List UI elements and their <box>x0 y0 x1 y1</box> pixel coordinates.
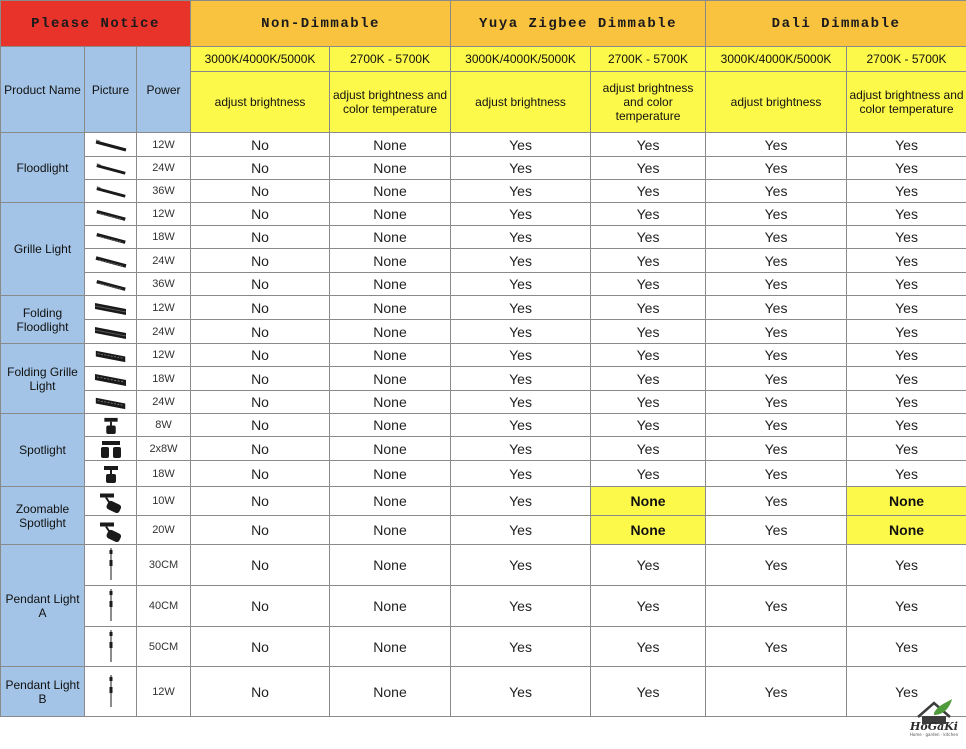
value-cell: Yes <box>591 461 706 487</box>
value-cell: Yes <box>451 586 591 627</box>
folding-flood-icon <box>90 322 132 342</box>
value-cell: Yes <box>591 226 706 249</box>
grille-light-icon <box>90 275 132 294</box>
value-cell: None <box>591 487 706 516</box>
value-cell: None <box>330 157 451 180</box>
value-cell: Yes <box>451 461 591 487</box>
temp-header: 2700K - 5700K <box>330 47 451 72</box>
value-cell: Yes <box>591 157 706 180</box>
value-cell: Yes <box>847 273 966 296</box>
table-row <box>1 157 966 180</box>
value-cell: Yes <box>706 516 847 545</box>
value-cell: None <box>330 320 451 344</box>
value-cell: None <box>330 391 451 414</box>
value-cell: No <box>191 545 330 586</box>
value-cell: None <box>330 586 451 627</box>
power-cell: 12W <box>137 344 191 367</box>
value-cell: None <box>330 487 451 516</box>
power-cell: 18W <box>137 461 191 487</box>
picture-cell <box>85 344 137 367</box>
value-cell: Yes <box>451 273 591 296</box>
value-cell: Yes <box>451 414 591 437</box>
product-name-cell: Pendant Light B <box>1 667 85 717</box>
value-cell: Yes <box>847 133 966 157</box>
value-cell: No <box>191 627 330 667</box>
desc-header: adjust brightness <box>451 72 591 133</box>
picture-cell <box>85 367 137 391</box>
value-cell: Yes <box>451 249 591 273</box>
power-cell: 12W <box>137 133 191 157</box>
product-name-cell: Floodlight <box>1 133 85 203</box>
table-row <box>1 545 966 586</box>
value-cell: Yes <box>451 180 591 203</box>
desc-header: adjust brightness and color temperature <box>847 72 966 133</box>
picture-cell <box>85 461 137 487</box>
value-cell: No <box>191 226 330 249</box>
value-cell: Yes <box>591 391 706 414</box>
value-cell: No <box>191 414 330 437</box>
power-cell: 50CM <box>137 627 191 667</box>
product-name-cell: Spotlight <box>1 414 85 487</box>
group-header-non-dimmable: Non-Dimmable <box>191 1 451 47</box>
value-cell: Yes <box>847 414 966 437</box>
product-name-cell: Folding Floodlight <box>1 296 85 344</box>
picture-cell <box>85 180 137 203</box>
value-cell: Yes <box>847 586 966 627</box>
value-cell: None <box>330 667 451 717</box>
table-row <box>1 320 966 344</box>
value-cell: Yes <box>451 627 591 667</box>
value-cell: Yes <box>706 249 847 273</box>
value-cell: No <box>191 273 330 296</box>
value-cell: None <box>330 296 451 320</box>
col-header-picture: Picture <box>85 47 137 133</box>
value-cell: No <box>191 516 330 545</box>
linear-flood-icon <box>90 182 132 201</box>
value-cell: No <box>191 367 330 391</box>
value-cell: Yes <box>591 249 706 273</box>
picture-cell <box>85 133 137 157</box>
folding-flood-icon <box>90 298 132 318</box>
power-cell: 30CM <box>137 545 191 586</box>
value-cell: No <box>191 461 330 487</box>
value-cell: Yes <box>847 545 966 586</box>
value-cell: Yes <box>706 391 847 414</box>
value-cell: Yes <box>706 586 847 627</box>
value-cell: Yes <box>706 414 847 437</box>
value-cell: Yes <box>451 516 591 545</box>
desc-header: adjust brightness and color temperature <box>330 72 451 133</box>
value-cell: None <box>591 516 706 545</box>
value-cell: None <box>330 516 451 545</box>
desc-header: adjust brightness and color temperature <box>591 72 706 133</box>
product-name-cell: Zoomable Spotlight <box>1 487 85 545</box>
picture-cell <box>85 249 137 273</box>
value-cell: Yes <box>591 667 706 717</box>
power-cell: 24W <box>137 320 191 344</box>
double-spotlight-icon <box>90 439 132 459</box>
power-cell: 20W <box>137 516 191 545</box>
value-cell: Yes <box>451 203 591 226</box>
table-row <box>1 487 966 516</box>
value-cell: Yes <box>847 296 966 320</box>
value-cell: Yes <box>706 545 847 586</box>
picture-cell <box>85 320 137 344</box>
temp-header: 3000K/4000K/5000K <box>191 47 330 72</box>
product-name-cell: Folding Grille Light <box>1 344 85 414</box>
table-row <box>1 249 966 273</box>
table-row <box>1 391 966 414</box>
group-header-dali-dimmable: Dali Dimmable <box>706 1 966 47</box>
pendant-icon <box>90 630 132 664</box>
value-cell: Yes <box>847 320 966 344</box>
value-cell: Yes <box>706 367 847 391</box>
table-row <box>1 667 966 717</box>
value-cell: Yes <box>847 437 966 461</box>
grille-light-icon <box>90 205 132 224</box>
value-cell: No <box>191 249 330 273</box>
value-cell: Yes <box>451 367 591 391</box>
value-cell: No <box>191 586 330 627</box>
value-cell: Yes <box>591 414 706 437</box>
value-cell: No <box>191 133 330 157</box>
value-cell: Yes <box>847 367 966 391</box>
value-cell: Yes <box>706 667 847 717</box>
power-cell: 40CM <box>137 586 191 627</box>
table-row <box>1 226 966 249</box>
value-cell: Yes <box>706 133 847 157</box>
col-header-power: Power <box>137 47 191 133</box>
power-cell: 12W <box>137 667 191 717</box>
value-cell: No <box>191 320 330 344</box>
value-cell: Yes <box>591 586 706 627</box>
temp-header: 3000K/4000K/5000K <box>706 47 847 72</box>
pendant-icon <box>90 675 132 709</box>
picture-cell <box>85 437 137 461</box>
power-cell: 8W <box>137 414 191 437</box>
table-row <box>1 627 966 667</box>
picture-cell <box>85 203 137 226</box>
value-cell: None <box>330 414 451 437</box>
grille-light-icon <box>90 251 132 271</box>
value-cell: Yes <box>706 180 847 203</box>
value-cell: None <box>330 203 451 226</box>
table-row <box>1 273 966 296</box>
desc-header: adjust brightness <box>706 72 847 133</box>
value-cell: No <box>191 437 330 461</box>
table-row <box>1 344 966 367</box>
value-cell: Yes <box>591 437 706 461</box>
value-cell: Yes <box>847 203 966 226</box>
value-cell: Yes <box>591 627 706 667</box>
zoom-spotlight-icon <box>90 489 132 514</box>
picture-cell <box>85 296 137 320</box>
value-cell: Yes <box>591 545 706 586</box>
logo-name: HoGaKi <box>910 720 958 733</box>
power-cell: 18W <box>137 226 191 249</box>
value-cell: Yes <box>451 667 591 717</box>
zoom-spotlight-icon <box>90 518 132 543</box>
value-cell: Yes <box>847 180 966 203</box>
notice-banner: Please Notice <box>1 1 191 47</box>
value-cell: Yes <box>451 133 591 157</box>
value-cell: None <box>847 487 966 516</box>
picture-cell <box>85 157 137 180</box>
picture-cell <box>85 414 137 437</box>
value-cell: No <box>191 180 330 203</box>
picture-cell <box>85 627 137 667</box>
picture-cell <box>85 667 137 717</box>
table-row <box>1 586 966 627</box>
value-cell: Yes <box>847 249 966 273</box>
value-cell: None <box>330 344 451 367</box>
value-cell: None <box>330 180 451 203</box>
temp-header: 3000K/4000K/5000K <box>451 47 591 72</box>
value-cell: No <box>191 203 330 226</box>
value-cell: No <box>191 487 330 516</box>
value-cell: None <box>330 249 451 273</box>
table-row <box>1 180 966 203</box>
value-cell: Yes <box>706 320 847 344</box>
linear-flood-icon <box>90 159 132 178</box>
value-cell: Yes <box>706 157 847 180</box>
value-cell: None <box>330 273 451 296</box>
value-cell: Yes <box>706 296 847 320</box>
picture-cell <box>85 273 137 296</box>
table-row <box>1 516 966 545</box>
table-row <box>1 367 966 391</box>
value-cell: Yes <box>451 320 591 344</box>
value-cell: None <box>330 545 451 586</box>
product-name-cell: Grille Light <box>1 203 85 296</box>
power-cell: 36W <box>137 273 191 296</box>
value-cell: None <box>330 461 451 487</box>
value-cell: Yes <box>847 344 966 367</box>
value-cell: Yes <box>847 157 966 180</box>
table-row <box>1 437 966 461</box>
value-cell: None <box>330 437 451 461</box>
power-cell: 18W <box>137 367 191 391</box>
value-cell: Yes <box>706 487 847 516</box>
value-cell: Yes <box>591 320 706 344</box>
value-cell: Yes <box>847 667 966 717</box>
table-row <box>1 414 966 437</box>
picture-cell <box>85 545 137 586</box>
temp-header: 2700K - 5700K <box>591 47 706 72</box>
value-cell: Yes <box>847 226 966 249</box>
group-header-zigbee-dimmable: Yuya Zigbee Dimmable <box>451 1 706 47</box>
value-cell: Yes <box>451 226 591 249</box>
picture-cell <box>85 226 137 249</box>
value-cell: Yes <box>706 226 847 249</box>
value-cell: No <box>191 667 330 717</box>
value-cell: No <box>191 344 330 367</box>
value-cell: None <box>847 516 966 545</box>
linear-flood-icon <box>90 135 132 155</box>
power-cell: 24W <box>137 157 191 180</box>
value-cell: Yes <box>591 180 706 203</box>
value-cell: Yes <box>591 203 706 226</box>
folding-grille-icon <box>90 346 132 365</box>
folding-grille-icon <box>90 369 132 389</box>
spotlight-icon <box>90 416 132 435</box>
pendant-icon <box>90 548 132 582</box>
value-cell: No <box>191 157 330 180</box>
value-cell: Yes <box>591 344 706 367</box>
value-cell: Yes <box>451 157 591 180</box>
value-cell: None <box>330 133 451 157</box>
value-cell: Yes <box>451 296 591 320</box>
grille-light-icon <box>90 228 132 247</box>
house-leaf-logo-icon <box>904 695 964 737</box>
value-cell: Yes <box>847 461 966 487</box>
value-cell: Yes <box>451 487 591 516</box>
value-cell: Yes <box>706 627 847 667</box>
spotlight-icon <box>90 463 132 485</box>
value-cell: None <box>330 226 451 249</box>
value-cell: Yes <box>451 545 591 586</box>
picture-cell <box>85 586 137 627</box>
power-cell: 36W <box>137 180 191 203</box>
pendant-icon <box>90 589 132 623</box>
table-row <box>1 296 966 320</box>
power-cell: 10W <box>137 487 191 516</box>
power-cell: 12W <box>137 296 191 320</box>
power-cell: 24W <box>137 249 191 273</box>
value-cell: Yes <box>847 391 966 414</box>
value-cell: None <box>330 367 451 391</box>
value-cell: No <box>191 296 330 320</box>
power-cell: 24W <box>137 391 191 414</box>
folding-grille-icon <box>90 393 132 412</box>
picture-cell <box>85 391 137 414</box>
table-row <box>1 461 966 487</box>
value-cell: None <box>330 627 451 667</box>
value-cell: Yes <box>706 203 847 226</box>
value-cell: No <box>191 391 330 414</box>
value-cell: Yes <box>591 273 706 296</box>
value-cell: Yes <box>706 461 847 487</box>
product-name-cell: Pendant Light A <box>1 545 85 667</box>
value-cell: Yes <box>706 273 847 296</box>
picture-cell <box>85 487 137 516</box>
value-cell: Yes <box>591 133 706 157</box>
value-cell: Yes <box>706 437 847 461</box>
logo-tagline: Home · garden · kitchen <box>909 732 959 737</box>
value-cell: Yes <box>847 627 966 667</box>
col-header-product-name: Product Name <box>1 47 85 133</box>
desc-header: adjust brightness <box>191 72 330 133</box>
picture-cell <box>85 516 137 545</box>
table-row <box>1 133 966 157</box>
value-cell: Yes <box>591 296 706 320</box>
value-cell: Yes <box>451 391 591 414</box>
power-cell: 12W <box>137 203 191 226</box>
value-cell: Yes <box>451 437 591 461</box>
temp-header: 2700K - 5700K <box>847 47 966 72</box>
power-cell: 2x8W <box>137 437 191 461</box>
value-cell: Yes <box>706 344 847 367</box>
table-row <box>1 203 966 226</box>
value-cell: Yes <box>451 344 591 367</box>
value-cell: Yes <box>591 367 706 391</box>
